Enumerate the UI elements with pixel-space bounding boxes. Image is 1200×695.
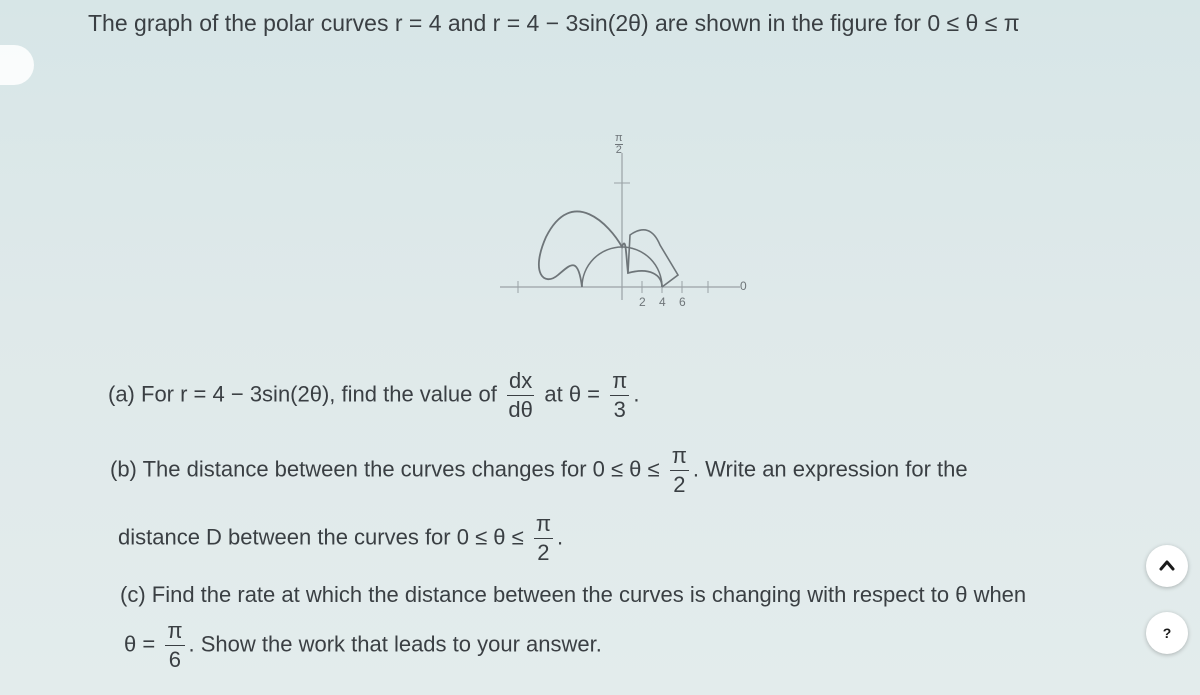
label-zero: 0	[740, 279, 747, 293]
part-c-line2: θ = $\frac{\pi}{6}$ . Show the work that leads to your answer.	[124, 618, 602, 672]
pi-over-2-fraction-2: $\frac{\pi}{2}$	[535, 511, 552, 565]
chevron-up-icon	[1158, 557, 1176, 575]
question-mark-icon: ?	[1162, 625, 1172, 641]
intro-text: The graph of the polar curves r = 4 and r = 4 − 3sin(2θ) are shown in the figure for 0 ≤ θ ≤ π	[88, 10, 1020, 36]
polar-graph	[500, 125, 770, 330]
collapse-button[interactable]	[1146, 545, 1188, 587]
part-a-prefix: (a) For r = 4 − 3sin(2θ), find the value of	[108, 381, 497, 407]
rose-inner-lobe	[628, 230, 678, 287]
rose-curve	[539, 211, 662, 287]
label-pi-over-2: π 2	[615, 132, 623, 156]
tick-label-2: 2	[639, 295, 646, 309]
pi-over-3-fraction: $\frac{\pi}{3}$	[612, 368, 628, 422]
tick-label-6: 6	[679, 295, 686, 309]
pi-over-6-fraction: $\frac{\pi}{6}$	[167, 618, 183, 672]
part-a-middle: at θ =	[544, 381, 601, 407]
help-button[interactable]	[1146, 612, 1188, 654]
tick-label-4: 4	[659, 295, 666, 309]
dx-dtheta-fraction: $\frac{dx}{d\theta}$	[508, 368, 533, 422]
part-b-line2: distance D between the curves for 0 ≤ θ ≤ $\frac{\pi}{2}$ .	[118, 511, 564, 565]
page-edge-artifact	[0, 45, 34, 85]
part-b-line1: (b) The distance between the curves changes for 0 ≤ θ ≤ $\frac{\pi}{2}$ . Write an expression for the	[110, 443, 968, 497]
pi-over-2-fraction: $\frac{\pi}{2}$	[671, 443, 687, 497]
part-a: (a) For r = 4 − 3sin(2θ), find the value of $\frac{dx}{d\theta}$ at θ = $\frac{\pi}{3}$ .	[108, 368, 640, 422]
part-c-line1: (c) Find the rate at which the distance between the curves is changing with respect to θ when	[120, 582, 1027, 607]
